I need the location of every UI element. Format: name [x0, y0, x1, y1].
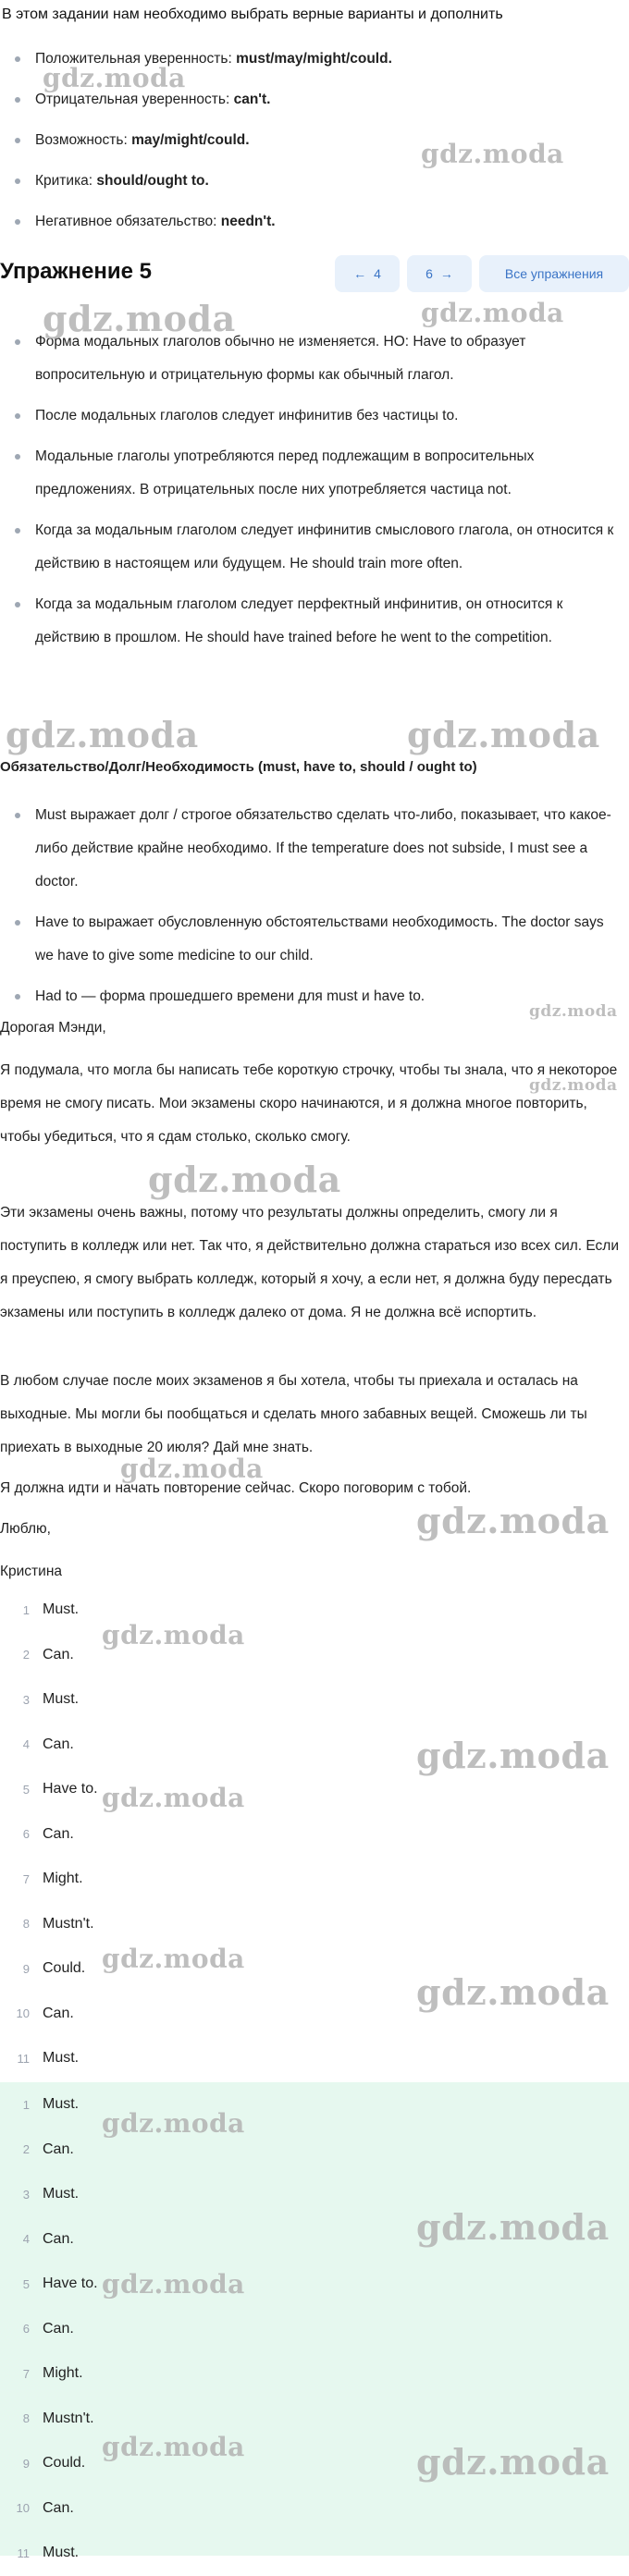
watermark: gdz.moda	[421, 298, 564, 328]
watermark: gdz.moda	[6, 714, 199, 755]
watermark: gdz.moda	[120, 1454, 264, 1484]
answer-row: 5 Have to.	[22, 1781, 98, 1797]
answer-row: 6 Can.	[22, 2320, 74, 2337]
all-exercises-button[interactable]: Все упражнения	[479, 255, 629, 292]
watermark: gdz.moda	[416, 1735, 610, 1776]
duty-heading: Обязательство/Долг/Необходимость (must, have to, should / ought to)	[0, 759, 477, 775]
list-item: Отрицательная уверенность: can't.	[0, 83, 625, 117]
watermark: gdz.moda	[421, 139, 564, 169]
answer-row: 10 Can.	[16, 2005, 74, 2021]
letter-closing: Люблю,	[0, 1521, 51, 1537]
letter-paragraph: Эти экзамены очень важны, потому что результаты должны определить, смогу ли я поступить в колледж или нет. Так что, я действительно должна стараться изо всех сил. Если я преуспею, я смогу выбрать колледж, который я хочу, а если нет, я должна буду пересдать экзамены или поступить в колледж далеко от дома. Я не должна всё испортить.	[0, 1205, 620, 1320]
list-item: Must выражает долг / строгое обязательство сделать что-либо, показывает, что какое-либо действие крайне необходимо. If the temperature does not subside, I must see a doctor.	[0, 799, 625, 899]
watermark: gdz.moda	[43, 298, 236, 339]
answer-row: 1 Must.	[22, 1601, 80, 1618]
answer-row: 4 Can.	[22, 2230, 74, 2247]
watermark: gdz.moda	[407, 714, 600, 755]
answer-row: 8 Mustn't.	[22, 2410, 94, 2426]
answers-highlighted-list	[0, 2082, 629, 2561]
watermark: gdz.moda	[148, 1159, 341, 1200]
watermark: gdz.moda	[416, 1500, 610, 1541]
arrow-left-icon: ←	[353, 266, 367, 281]
letter-paragraph: Я подумала, что могла бы написать тебе короткую строчку, чтобы ты знала, что я некоторое время не смогу писать. Мои экзамены скоро начинаются, и я должна многое повторить, чтобы убедиться, что я сдам столько, сколько смогу.	[0, 1062, 618, 1145]
watermark: gdz.moda	[102, 1783, 245, 1813]
letter-paragraph: В любом случае после моих экзаменов я бы хотела, чтобы ты приехала и осталась на выходные. Мы могли бы пообщаться и сделать много забавных вещей. Сможешь ли ты приехать в выходные 20 июля? Дай мне знать.	[0, 1373, 587, 1455]
arrow-right-icon: →	[439, 266, 453, 281]
watermark: gdz.moda	[416, 2441, 610, 2483]
answer-row: 3 Must.	[22, 1691, 80, 1708]
watermark: gdz.moda	[416, 2206, 610, 2248]
intro-text: В этом задании нам необходимо выбрать верные варианты и дополнить	[2, 6, 503, 22]
answer-row: 7 Might.	[22, 1871, 83, 1887]
answer-row: 11 Must.	[17, 2545, 80, 2561]
watermark: gdz.moda	[102, 1944, 245, 1974]
letter-signature: Кристина	[0, 1564, 62, 1579]
exercise-title: Упражнение 5	[0, 259, 152, 284]
letter-paragraph: Я должна идти и начать повторение сейчас. Скоро поговорим с тобой.	[0, 1480, 472, 1496]
list-item: Have to выражает обусловленную обстоятельствами необходимость. The doctor says we have to give some medicine to our child.	[0, 906, 625, 973]
watermark: gdz.moda	[102, 1620, 245, 1650]
letter-greeting: Дорогая Мэнди,	[0, 1020, 106, 1036]
list-item: Возможность: may/might/could.	[0, 124, 625, 157]
answer-row: 8 Mustn't.	[22, 1915, 94, 1932]
list-item: Когда за модальным глаголом следует перфектный инфинитив, он относится к действию в прошлом. He should have trained before he went to the competition.	[0, 588, 625, 655]
list-item: После модальных глаголов следует инфинитив без частицы to.	[0, 399, 625, 433]
answer-row: 7 Might.	[22, 2365, 83, 2382]
answer-row: 5 Have to.	[22, 2275, 98, 2292]
answer-row: 9 Could.	[22, 2455, 86, 2472]
answer-row: 2 Can.	[22, 2141, 74, 2157]
answer-row: 11 Must.	[17, 2050, 80, 2067]
watermark: gdz.moda	[102, 2108, 245, 2139]
list-item: Had to — форма прошедшего времени для must и have to.	[0, 980, 625, 1013]
answer-row: 9 Could.	[22, 1960, 86, 1977]
list-item: Форма модальных глаголов обычно не изменяется. НО: Have to образует вопросительную и отрицательную формы как обычный глагол.	[0, 325, 625, 392]
list-item: Критика: should/ought to.	[0, 165, 625, 198]
next-exercise-button[interactable]: 6 →	[407, 255, 472, 292]
watermark: gdz.moda	[102, 2432, 245, 2462]
list-item: Когда за модальным глаголом следует инфинитив смыслового глагола, он относится к действию в настоящем или будущем. He should train more often.	[0, 514, 625, 581]
answer-row: 1 Must.	[22, 2096, 80, 2113]
list-item: Модальные глаголы употребляются перед подлежащим в вопросительных предложениях. В отрицательных после них употребляется частица not.	[0, 440, 625, 507]
answer-row: 6 Can.	[22, 1825, 74, 1842]
answer-row: 10 Can.	[16, 2499, 74, 2516]
prev-exercise-button[interactable]: ← 4	[335, 255, 400, 292]
duty-list	[0, 799, 625, 1021]
watermark: gdz.moda	[43, 63, 186, 93]
answer-row: 2 Can.	[22, 1646, 74, 1662]
watermark: gdz.moda	[102, 2269, 245, 2300]
watermark: gdz.moda	[529, 1002, 618, 1021]
answer-row: 4 Can.	[22, 1736, 74, 1752]
watermark: gdz.moda	[416, 1971, 610, 2013]
answer-row: 3 Must.	[22, 2186, 80, 2202]
list-item: Положительная уверенность: must/may/might/could.	[0, 43, 625, 76]
watermark: gdz.moda	[529, 1076, 618, 1095]
list-item: Негативное обязательство: needn't.	[0, 205, 625, 239]
rules-list	[0, 325, 625, 662]
